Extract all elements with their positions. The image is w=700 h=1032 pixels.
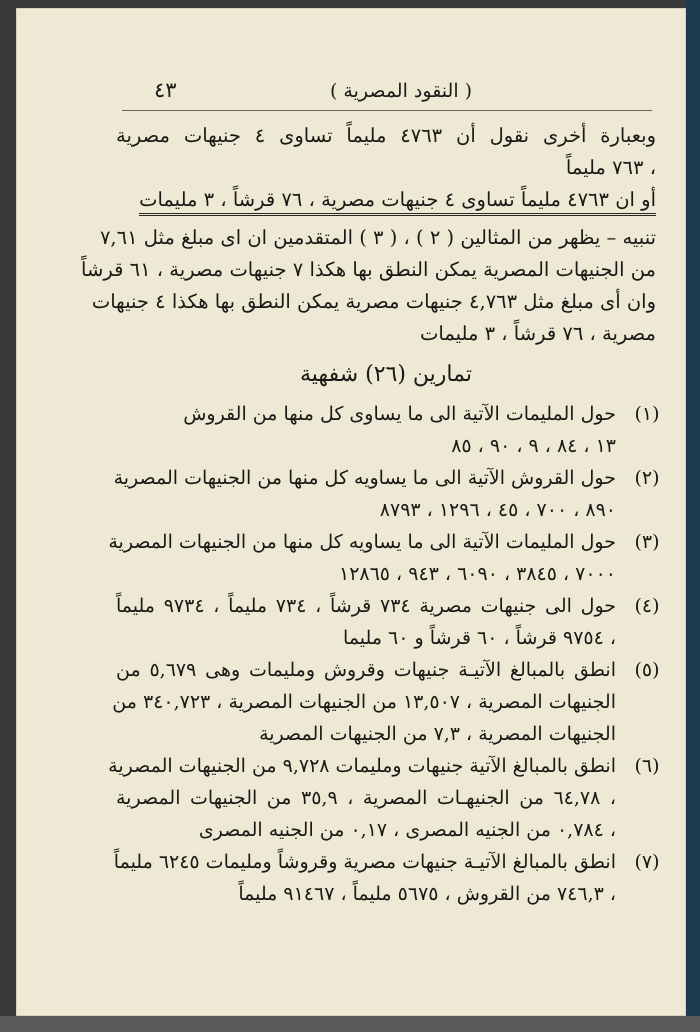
- exercise-number: (٤): [634, 595, 660, 617]
- page-title: ( النقود المصرية ): [329, 80, 473, 102]
- page-text: [81, 120, 660, 910]
- exercise-number: (١): [634, 403, 660, 425]
- underlined-statement: أو ان ٤٧٦٣ مليماً تساوى ٤ جنيهات مصرية ، ٧٦ قرشاً ، ٣ مليمات: [139, 187, 656, 216]
- exercise-line: حول الى جنيهات مصرية ٧٣٤ قرشاً ، ٧٣٤ مليماً ، ٩٧٣٤ مليماً: [116, 595, 617, 617]
- exercise-line: انطق بالمبالغ الآتيـة جنيهات وقروش ومليمات وهى ٥,٦٧٩ من: [116, 659, 616, 681]
- exercise-line: ، ٠,٧٨٤ من الجنيه المصرى ، ٠,١٧ من الجنيه المصرى: [198, 819, 616, 841]
- scan-bottom-edge: [0, 1016, 700, 1032]
- exercise-number: (٢): [634, 467, 660, 489]
- note-line: مصرية ، ٧٦ قرشاً ، ٣ مليمات: [420, 322, 656, 345]
- exercise-line: حول المليمات الآتية الى ما يساوى كل منها من القروش: [183, 403, 616, 425]
- exercise-number: (٧): [634, 851, 660, 873]
- exercise-number: (٥): [634, 659, 660, 681]
- exercise-item: [112, 654, 660, 750]
- exercise-line: ، ٧٤٦,٣ من القروش ، ٥٦٧٥ مليماً ، ٩١٤٦٧ مليماً: [238, 883, 616, 905]
- intro-line: ، ٧٦٣ مليماً: [565, 156, 656, 179]
- note-line: من الجنيهات المصرية يمكن النطق بها هكذا ٧ جنيهات مصرية ، ٦١ قرشاً: [81, 258, 656, 281]
- note-line: تنبيه – يظهر من المثالين ( ٢ ) ، ( ٣ ) المتقدمين ان اى مبلغ مثل ٧,٦١: [99, 226, 656, 249]
- book-spine: [686, 0, 700, 1032]
- intro-line-underlined: [116, 184, 656, 216]
- exercise-line: ، ٦٤,٧٨ من الجنيهـات المصرية ، ٣٥,٩ من الجنيهات المصرية: [116, 787, 617, 809]
- exercise-list: [108, 398, 660, 910]
- exercise-line: انطق بالمبالغ الآتية جنيهات ومليمات ٩,٧٢٨ من الجنيهات المصرية: [108, 755, 616, 777]
- exercise-line: حول المليمات الآتية الى ما يساويه كل منها من الجنيهات المصرية: [108, 531, 616, 553]
- exercise-item: [108, 750, 660, 846]
- exercise-item: [108, 526, 660, 590]
- exercise-line: ٨٩٠ ، ٧٠٠ ، ٤٥ ، ١٢٩٦ ، ٨٧٩٣: [379, 499, 616, 521]
- exercise-item: [116, 398, 660, 462]
- header-rule: [122, 110, 652, 111]
- exercise-line: حول القروش الآتية الى ما يساويه كل منها من الجنيهات المصرية: [113, 467, 616, 489]
- page-number: ٤٣: [154, 78, 177, 102]
- exercise-line: ، ٩٧٥٤ قرشاً ، ٦٠ قرشاً و ٦٠ مليما: [343, 627, 616, 649]
- book-page: [16, 8, 686, 1016]
- exercise-line: الجنيهات المصرية ، ١٣,٥٠٧ من الجنيهات المصرية ، ٣٤٠,٧٢٣ من: [112, 691, 616, 713]
- exercise-item: [116, 590, 660, 654]
- exercises-heading: تمارين (٢٦) شفهية: [300, 362, 472, 387]
- exercise-number: (٣): [634, 531, 660, 553]
- exercise-number: (٦): [634, 755, 660, 777]
- intro-line: وبعبارة أخرى نقول أن ٤٧٦٣ مليماً تساوى ٤ جنيهات مصرية: [116, 124, 656, 147]
- exercise-line: الجنيهات المصرية ، ٧,٣ من الجنيهات المصرية: [259, 723, 616, 745]
- exercise-item: [113, 462, 660, 526]
- exercise-line: انطق بالمبالغ الآتيـة جنيهات مصرية وقروشاً ومليمات ٦٢٤٥ مليماً: [113, 851, 616, 873]
- exercise-line: ٧٠٠٠ ، ٣٨٤٥ ، ٦٠٩٠ ، ٩٤٣ ، ١٢٨٦٥: [338, 563, 616, 585]
- exercise-item: [113, 846, 660, 910]
- note-line: وان أى مبلغ مثل ٤,٧٦٣ جنيهات مصرية يمكن النطق بها هكذا ٤ جنيهات: [91, 290, 656, 313]
- exercise-line: ١٣ ، ٨٤ ، ٩ ، ٩٠ ، ٨٥: [451, 435, 616, 457]
